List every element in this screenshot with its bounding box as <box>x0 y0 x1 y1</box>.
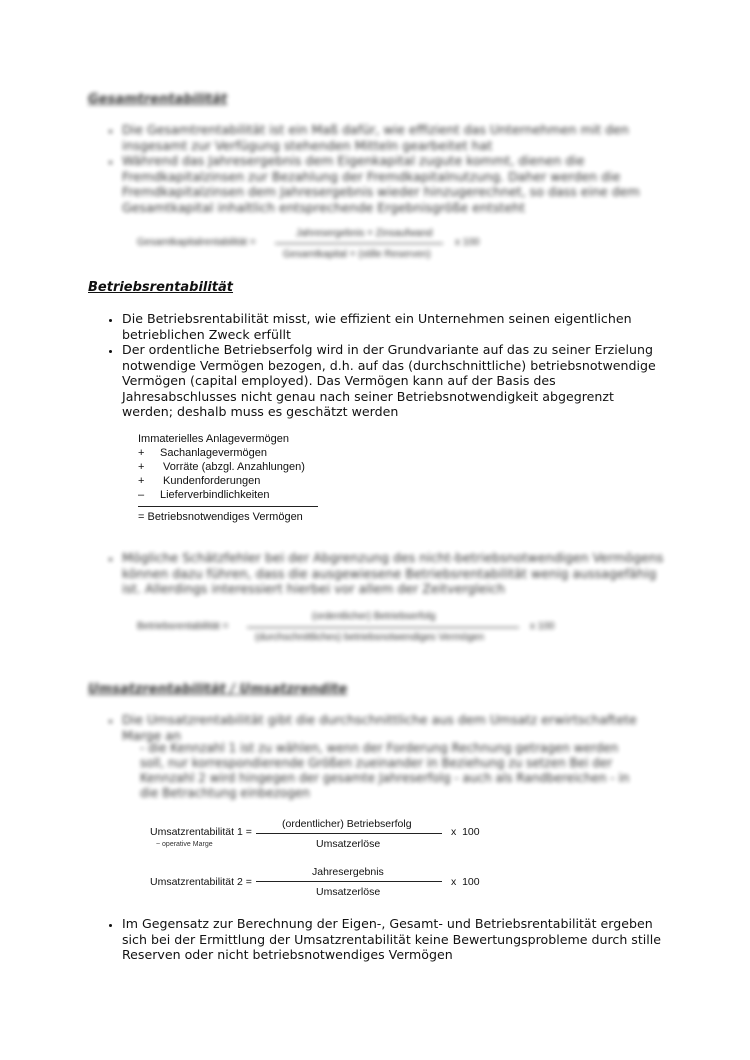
betriebsvermoegen-calculation <box>138 432 318 524</box>
formula-left: Gesamtkapitalrentabilität = <box>137 237 256 248</box>
heading-umsatzrentabilitaet: Umsatzrentabilität / Umsatzrendite <box>88 682 348 697</box>
calc-rule <box>138 506 318 507</box>
calc-operator: + <box>138 475 145 487</box>
list-item: • Der ordentliche Betriebserfolg wird in der Grundvariante auf das zu seiner Erzielung notwendige Vermögen bezogen, d.h. auf das (durchschnittliche) betriebsnotwendige Vermögen (capital employed). Das Vermögen kann auf der Basis des Jahresabschlusses nicht genau nach seiner Betriebsnotwendigkeit abgegrenzt werden; deshalb muss es geschätzt werden <box>122 342 662 420</box>
formula-factor: x 100 <box>455 237 480 248</box>
calc-label: Lieferverbindlichkeiten <box>160 489 270 501</box>
calc-operator: + <box>138 447 145 459</box>
calc-row-first <box>138 432 318 446</box>
betrieb-bullet-list-2 <box>100 550 677 597</box>
gesamt-bullet-list <box>100 122 682 215</box>
formula-numerator: Jahresergebnis + Zinsaufwand <box>296 228 433 239</box>
formula-note: ~ operative Marge <box>156 841 213 848</box>
formula-denominator: Umsatzerlöse <box>316 838 381 850</box>
list-item: • Die Gesamtrentabilität ist ein Maß dafür, wie effizient das Unternehmen mit den insgesamt zur Verfügung stehenden Mitteln gearbeitet hat <box>122 122 682 153</box>
fraction-bar <box>247 627 519 628</box>
formula-left: Umsatzrentabilität 2 = <box>150 876 252 888</box>
betrieb-bullet-list <box>100 311 662 420</box>
formula-numerator: (ordentlicher) Betriebserfolg <box>282 818 412 830</box>
list-item: • Im Gegensatz zur Berechnung der Eigen-, Gesamt- und Betriebsrentabilität ergeben sich bei der Ermittlung der Umsatzrentabilität keine Bewertungsprobleme durch stille Reserven oder nicht betriebsnotwendiges Vermögen <box>122 916 662 963</box>
calc-row <box>138 488 318 502</box>
calc-result: = Betriebsnotwendiges Vermögen <box>138 511 303 523</box>
fraction-bar <box>256 881 442 882</box>
formula-left: Betriebsrentabilität = <box>137 621 229 632</box>
formula-factor: x 100 <box>451 826 480 838</box>
umsatz-bullet-list-final <box>100 916 662 963</box>
calc-row <box>138 474 318 488</box>
calc-operator: + <box>138 461 145 473</box>
calc-label: Kundenforderungen <box>160 475 261 487</box>
calc-label: Sachanlagevermögen <box>160 447 268 459</box>
fraction-bar <box>256 833 442 834</box>
umsatz-bullet-list <box>100 712 662 743</box>
calc-operator: – <box>138 489 145 501</box>
calc-row-result <box>138 510 318 524</box>
list-item: • Mögliche Schätzfehler bei der Abgrenzung des nicht-betriebsnotwendigen Vermögens können dazu führen, dass die ausgewiesene Betriebsrentabilität wenig aussagefähig ist. Allerdings interessiert hierbei vor allem der Zeitvergleich <box>122 550 677 597</box>
formula-denominator: (durchschnittliches) betriebsnotwendiges Vermögen <box>255 632 485 643</box>
formula-factor: x 100 <box>451 876 480 888</box>
calc-row <box>138 446 318 460</box>
heading-betriebsrentabilitaet: Betriebsrentabilität <box>88 280 234 295</box>
calc-label: Immaterielles Anlagevermögen <box>138 433 290 445</box>
formula-factor: x 100 <box>530 621 555 632</box>
umsatz-sub-text: - die Kennzahl 1 ist zu wählen, wenn der Forderung Rechnung getragen werden soll, nur korrespondierende Größen zueinander in Beziehung zu setzen Bei der Kennzahl 2 wird hingegen der gesamte Jahreserfolg - auch als Randbereichen - in die Betrachtung einbezogen <box>140 741 630 800</box>
formula-numerator: Jahresergebnis <box>312 866 384 878</box>
formula-denominator: Umsatzerlöse <box>316 886 381 898</box>
list-item: • Die Betriebsrentabilität misst, wie effizient ein Unternehmen seinen eigentlichen betrieblichen Zweck erfüllt <box>122 311 662 342</box>
formula-numerator: (ordentlicher) Betriebserfolg <box>312 611 436 622</box>
calc-label: Vorräte (abzgl. Anzahlungen) <box>160 461 305 473</box>
heading-gesamtrentabilitaet: Gesamtrentabilität <box>88 92 228 107</box>
list-item: • Die Umsatzrentabilität gibt die durchschnittliche aus dem Umsatz erwirtschaftete Marge an <box>122 712 662 743</box>
formula-left: Umsatzrentabilität 1 = <box>150 826 252 838</box>
formula-denominator: Gesamtkapital + (stille Reserven) <box>283 249 431 260</box>
fraction-bar <box>275 243 443 244</box>
list-item: • Während das Jahresergebnis dem Eigenkapital zugute kommt, dienen die Fremdkapitalzinsen zur Bezahlung der Fremdkapitalnutzung. Daher werden die Fremdkapitalzinsen dem Jahresergebnis wieder hinzugerechnet, so dass eine dem Gesamtkapital inhaltlich entsprechende Ergebnisgröße entsteht <box>122 153 682 215</box>
calc-row <box>138 460 318 474</box>
